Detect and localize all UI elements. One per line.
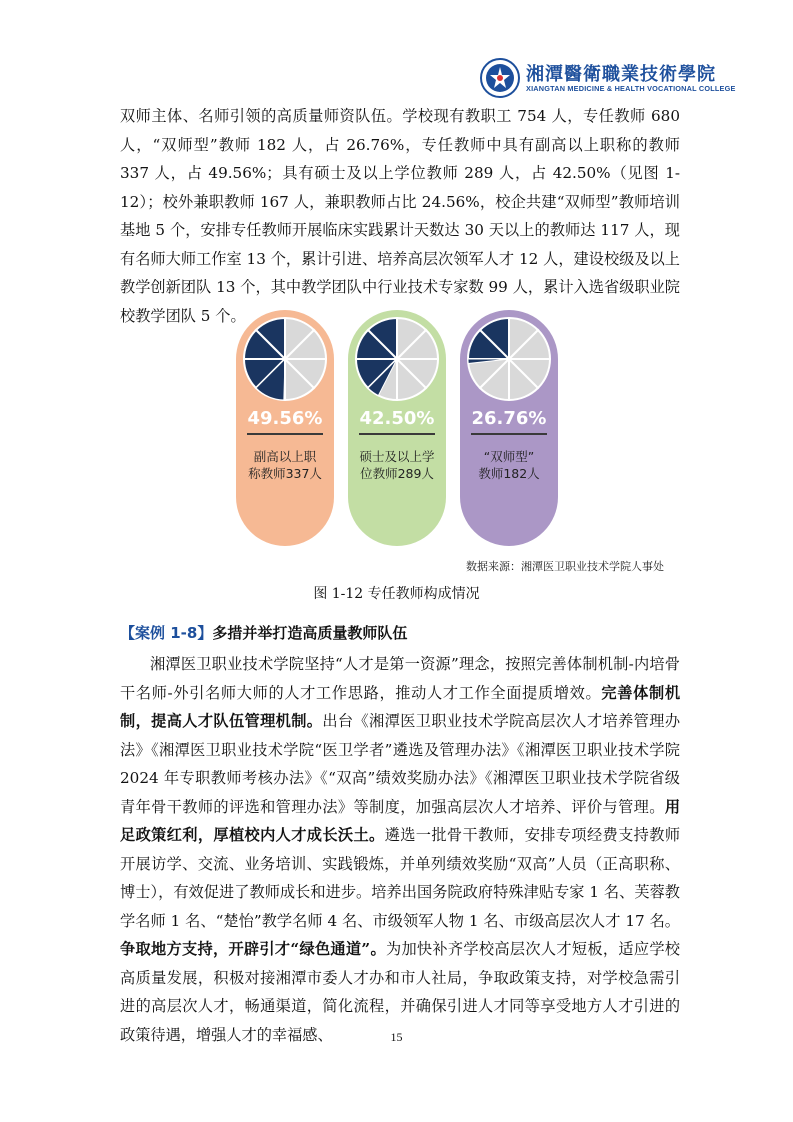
desc-line2: 称教师337人 [248, 466, 322, 481]
case-label: 案例 1-8 [135, 624, 198, 642]
desc-master-degree [354, 448, 440, 482]
case-body [120, 650, 680, 1049]
intro-text: 双师主体、名师引领的高质量师资队伍。学校现有教职工 754 人，专任教师 680 人，“双师型”教师 182 人，占 26.76%，专任教师中具有副高以上职称的教师 337 人，占 49.56%；具有硕士及以上学位教师 289 人，占 42.50%（见图 1-12）；校外兼职教师 167 人，兼职教师占比 24.56%，校企共建“双师型”教师培训基地 5 个，安排专任教师开展临床实践累计天数达 30 天以上的教师达 117 人，现有名师大师工作室 13 个，累计引进、培养高层次领军人才 12 人，建设校级及以上教学创新团队 13 个，其中教学团队中行业技术专家数 99 人，累计入选省级职业院校教学团队 5 个。 [120, 107, 680, 325]
case-paragraph [120, 650, 680, 1049]
divider-line [247, 433, 323, 435]
school-name-en: XIANGTAN MEDICINE & HEALTH VOCATIONAL COLLEGE [526, 84, 736, 93]
pie-master-degree [354, 316, 440, 402]
page-header [480, 58, 736, 100]
bracket-left: 【 [120, 624, 136, 642]
case-text-2: 出台《湘潭医卫职业技术学院高层次人才培养管理办法》《湘潭医卫职业技术学院“医卫学者”遴选及管理办法》《湘潭医卫职业技术学院 2024 年专职教师考核办法》《“双高”绩效奖励办法》《湘潭医卫职业技术学院省级青年骨干教师的评选和管理办法》等制度，加强高层次人才培养、评价与管理。 [120, 712, 681, 816]
divider-line [359, 433, 435, 435]
desc-line2: 教师182人 [478, 466, 540, 481]
bracket-right: 】 [197, 624, 213, 642]
case-heading [120, 622, 407, 643]
page-number: 15 [390, 1030, 403, 1044]
data-source: 数据来源：湘潭医卫职业技术学院人事处 [466, 560, 664, 573]
teacher-composition-infographic [236, 310, 556, 550]
percent-label-dual-qualified: 26.76% [471, 408, 547, 429]
case-text-1: 湘潭医卫职业技术学院坚持“人才是第一资源”理念，按照完善体制机制-内培骨干名师-外引名师大师的人才工作思路，推动人才工作全面提质增效。 [120, 655, 680, 702]
desc-dual-qualified [466, 448, 552, 482]
pill-dual-qualified [460, 310, 558, 546]
pie-dual-qualified [466, 316, 552, 402]
pill-master-degree [348, 310, 446, 546]
percent-label-master-degree: 42.50% [359, 408, 435, 429]
desc-line2: 位教师289人 [360, 466, 434, 481]
case-text-3: 遴选一批骨干教师，安排专项经费支持教师开展访学、交流、业务培训、实践锻炼，并单列绩效奖励“双高”人员（正高职称、博士），有效促进了教师成长和进步。培养出国务院政府特殊津贴专家 1 名、芙蓉教学名师 1 名、“楚怡”教学名师 4 名、市级领军人物 1 名、市级高层次人才 17 名。 [120, 826, 681, 930]
figure-caption: 图 1-12 专任教师构成情况 [313, 586, 480, 602]
desc-line1: “双师型” [483, 449, 535, 464]
intro-paragraph [120, 102, 680, 330]
pill-senior-title [236, 310, 334, 546]
case-text-4: 为加快补齐学校高层次人才短板，适应学校高质量发展，积极对接湘潭市委人才办和市人社局，争取政策支持，对学校急需引进的高层次人才，畅通渠道，简化流程，并确保引进人才同等享受地方人才引进的政策待遇，增强人才的幸福感、 [120, 940, 680, 1044]
desc-line1: 副高以上职 [253, 449, 317, 464]
percent-label-senior-title: 49.56% [247, 408, 323, 429]
school-name-cn: 湘潭醫衛職業技術學院 [526, 64, 716, 85]
school-logo-icon [480, 58, 520, 98]
case-bold-2: 用足政策红利，厚植校内人才成长沃土。 [120, 797, 680, 844]
desc-line1: 硕士及以上学 [359, 449, 435, 464]
divider-line [471, 433, 547, 435]
case-bold-1: 完善体制机制，提高人才队伍管理机制。 [120, 683, 681, 730]
case-title: 多措并举打造高质量教师队伍 [212, 624, 408, 642]
case-bold-3: 争取地方支持，开辟引才“绿色通道”。 [120, 940, 386, 958]
desc-senior-title [242, 448, 328, 482]
pie-senior-title [242, 316, 328, 402]
